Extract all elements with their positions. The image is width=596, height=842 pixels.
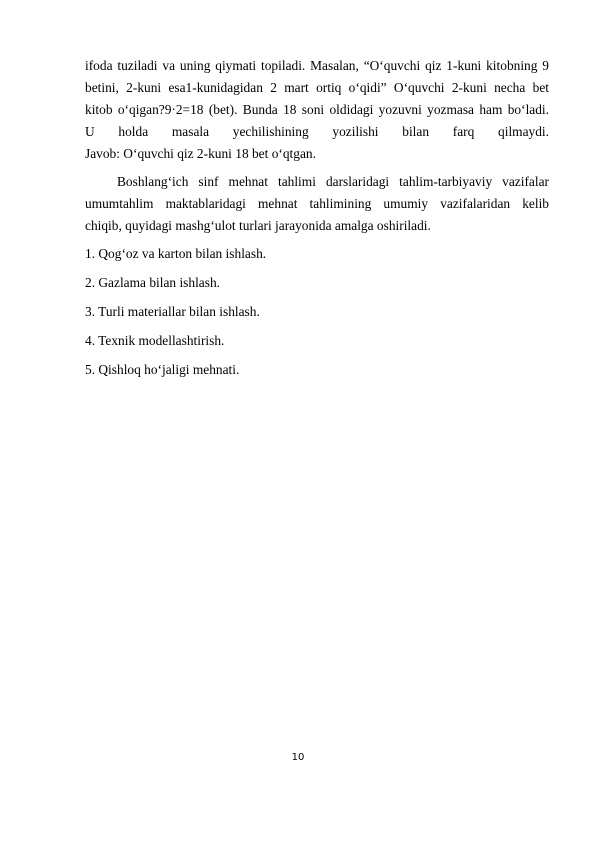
text-line: umumtahlim maktablaridagi mehnat tahlimining umumiy vazifalaridan kelib xyxy=(85,196,549,211)
text-line: ifoda tuziladi va uning qiymati topiladi. Masalan, “O‘quvchi qiz 1-kuni kitobning 9 xyxy=(85,58,549,73)
activity-list xyxy=(85,243,549,381)
list-item: 4. Texnik modellashtirish. xyxy=(85,333,225,348)
document-page xyxy=(85,55,549,397)
text-line: U holda masala yechilishining yozilishi bilan farq qilmaydi. xyxy=(85,124,549,139)
list-item: 5. Qishloq ho‘jaligi mehnati. xyxy=(85,362,240,377)
paragraph-example xyxy=(85,55,549,165)
text-line: chiqib, quyidagi mashg‘ulot turlari jarayonida amalga oshiriladi. xyxy=(85,218,431,233)
list-item: 1. Qog‘oz va karton bilan ishlash. xyxy=(85,246,267,261)
list-item: 2. Gazlama bilan ishlash. xyxy=(85,275,220,290)
text-line: Boshlang‘ich sinf mehnat tahlimi darslaridagi tahlim-tarbiyaviy vazifalar xyxy=(117,174,549,189)
text-line: kitob o‘qigan?9·2=18 (bet). Bunda 18 soni oldidagi yozuvni yozmasa ham bo‘ladi. xyxy=(85,102,549,117)
list-item: 3. Turli materiallar bilan ishlash. xyxy=(85,304,260,319)
answer-line: Javob: O‘quvchi qiz 2-kuni 18 bet o‘qtgan. xyxy=(85,146,316,161)
page-number: 10 xyxy=(291,752,305,763)
text-line: betini, 2-kuni esa1-kunidagidan 2 mart ortiq o‘qidi” O‘quvchi 2-kuni necha bet xyxy=(85,80,549,95)
paragraph-lesson-tasks xyxy=(85,171,549,237)
